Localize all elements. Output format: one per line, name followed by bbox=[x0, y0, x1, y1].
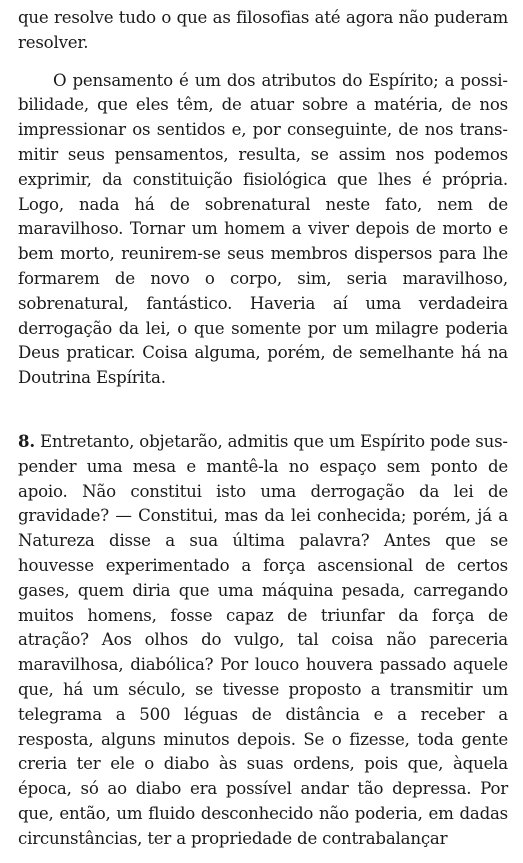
document-page bbox=[18, 0, 508, 852]
paragraph-thought: O pensamento é um dos atributos do Espírito; a possibilidade, que eles têm, de atuar sobre a matéria, de nos impressionar os sentidos e, por conseguinte, de nos transmitir seus pensamentos, resulta, se assim nos podemos exprimir, da constituição fisiológica que lhes é própria. Logo, nada há de sobrenatural neste fato, nem de maravilhoso. Tornar um homem a viver depois de morto e bem morto, reunirem-se seus membros dispersos para lhe formarem de novo o corpo, sim, seria maravilhoso, sobrenatural, fantástico. Haveria aí uma verdadeira derrogação da lei, o que somente por um milagre poderia Deus praticar. Coisa alguma, porém, de semelhante há na Doutrina Espírita. bbox=[18, 70, 508, 388]
paragraph-continuation: que resolve tudo o que as filosofias até agora não puderam resolver. bbox=[18, 8, 508, 52]
item-8-text: Entretanto, objetarão, admitis que um Espírito pode suspender uma mesa e mantê-la no espaço sem ponto de apoio. Não constitui isto uma derrogação da lei de gravidade? — Constitui, mas da lei conhecida; porém, já a Natureza disse a sua última palavra? Antes que se houvesse experimentado a força ascensional de certos gases, quem diria que uma máquina pesada, carregando muitos homens, fosse capaz de triunfar da força de atração? Aos olhos do vulgo, tal coisa não pareceria maravilhosa, diabólica? Por louco houvera passado aquele que, há um século, se tivesse proposto a transmitir um telegrama a 500 léguas de distância e a receber a resposta, alguns minutos depois. Se o fizesse, toda gente creria ter ele o diabo às suas ordens, pois que, àquela época, só ao diabo era possível andar tão depressa. Por que, então, um fluido desconhecido não poderia, em dadas circunstâncias, ter a propriedade de contrabalançar bbox=[18, 431, 509, 848]
item-number: 8. bbox=[18, 430, 35, 451]
paragraph-item-8 bbox=[18, 429, 508, 852]
